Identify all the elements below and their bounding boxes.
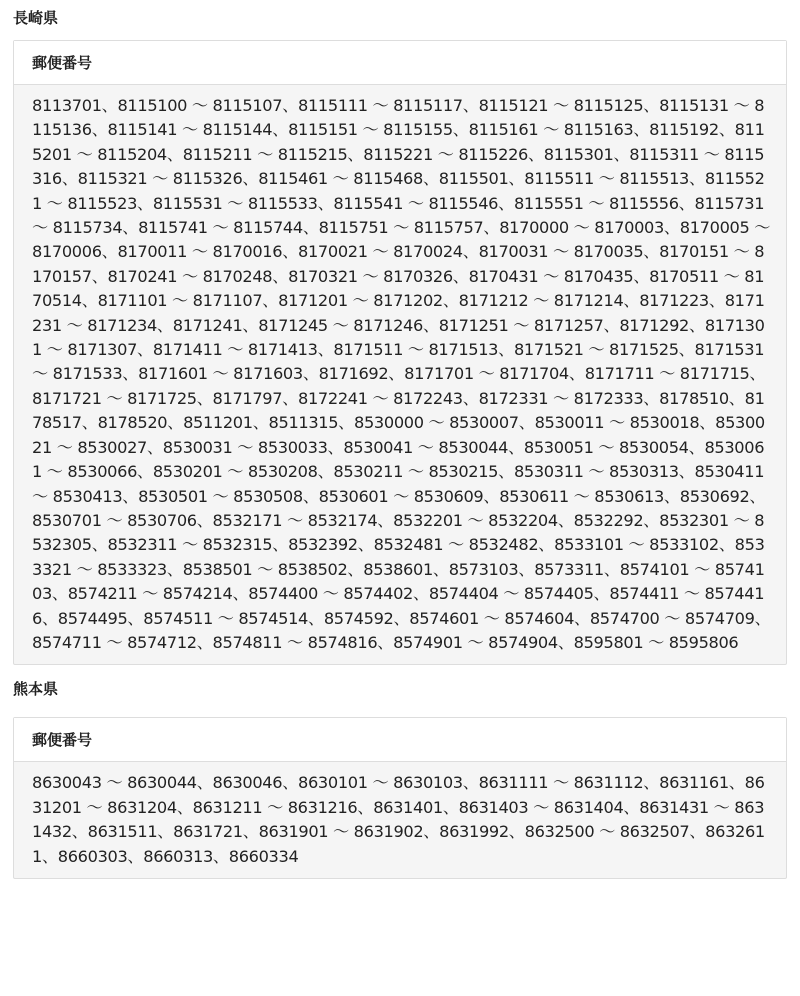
postal-code-list: 8113701、8115100 ～ 8115107、8115111 ～ 8115117、8115121 ～ 8115125、8115131 ～ 8115136、8115141 ～ 8115144、8115151 ～ 8115155、8115161 ～ 8115163、8115192、8115201 ～ 8115204、8115211 ～ 8115215、8115221 ～ 8115226、8115301、8115311 ～ 8115316、8115321 ～ 8115326、8115461 ～ 8115468、8115501、8115511 ～ 8115513、8115521 ～ 8115523、8115531 ～ 8115533、8115541 ～ 8115546、8115551 ～ 8115556、8115731 ～ 8115734、8115741 ～ 8115744、8115751 ～ 8115757、8170000 ～ 8170003、8170005 ～ 8170006、8170011 ～ 8170016、8170021 ～ 8170024、8170031 ～ 8170035、8170151 ～ 8170157、8170241 ～ 8170248、8170321 ～ 8170326、8170431 ～ 8170435、8170511 ～ 8170514、8171101 ～ 8171107、8171201 ～ 8171202、8171212 ～ 8171214、8171223、8171231 ～ 8171234、8171241、8171245 ～ 8171246、8171251 ～ 8171257、8171292、8171301 ～ 8171307、8171411 ～ 8171413、8171511 ～ 8171513、8171521 ～ 8171525、8171531 ～ 8171533、8171601 ～ 8171603、8171692、8171701 ～ 8171704、8171711 ～ 8171715、8171721 ～ 8171725、8171797、8172241 ～ 8172243、8172331 ～ 8172333、8178510、8178517、8178520、8511201、8511315、8530000 ～ 8530007、8530011 ～ 8530018、8530021 ～ 8530027、8530031 ～ 8530033、8530041 ～ 8530044、8530051 ～ 8530054、8530061 ～ 8530066、8530201 ～ 8530208、8530211 ～ 8530215、8530311 ～ 8530313、8530411 ～ 8530413、8530501 ～ 8530508、8530601 ～ 8530609、8530611 ～ 8530613、8530692、8530701 ～ 8530706、8532171 ～ 8532174、8532201 ～ 8532204、8532292、8532301 ～ 8532305、8532311 ～ 8532315、8532392、8532481 ～ 8532482、8533101 ～ 8533102、8533321 ～ 8533323、8538501 ～ 8538502、8538601、8573103、8573311、8574101 ～ 8574103、8574211 ～ 8574214、8574400 ～ 8574402、8574404 ～ 8574405、8574411 ～ 8574416、8574495、8574511 ～ 8574514、8574592、8574601 ～ 8574604、8574700 ～ 8574709、8574711 ～ 8574712、8574811 ～ 8574816、8574901 ～ 8574904、8595801 ～ 8595806 bbox=[32, 96, 771, 652]
postal-code-card-header: 郵便番号 bbox=[14, 718, 786, 762]
postal-code-card-nagasaki bbox=[13, 40, 787, 665]
prefecture-heading-kumamoto: 熊本県 bbox=[13, 680, 59, 699]
postal-code-card-kumamoto bbox=[13, 717, 787, 879]
prefecture-heading-nagasaki: 長崎県 bbox=[13, 9, 59, 27]
postal-code-card-header: 郵便番号 bbox=[14, 41, 786, 85]
postal-code-list: 8630043 ～ 8630044、8630046、8630101 ～ 8630103、8631111 ～ 8631112、8631161、8631201 ～ 8631204、8631211 ～ 8631216、8631401、8631403 ～ 8631404、8631431 ～ 8631432、8631511、8631721、8631901 ～ 8631902、8631992、8632500 ～ 8632507、8632611、8660303、8660313、8660334 bbox=[32, 773, 765, 866]
